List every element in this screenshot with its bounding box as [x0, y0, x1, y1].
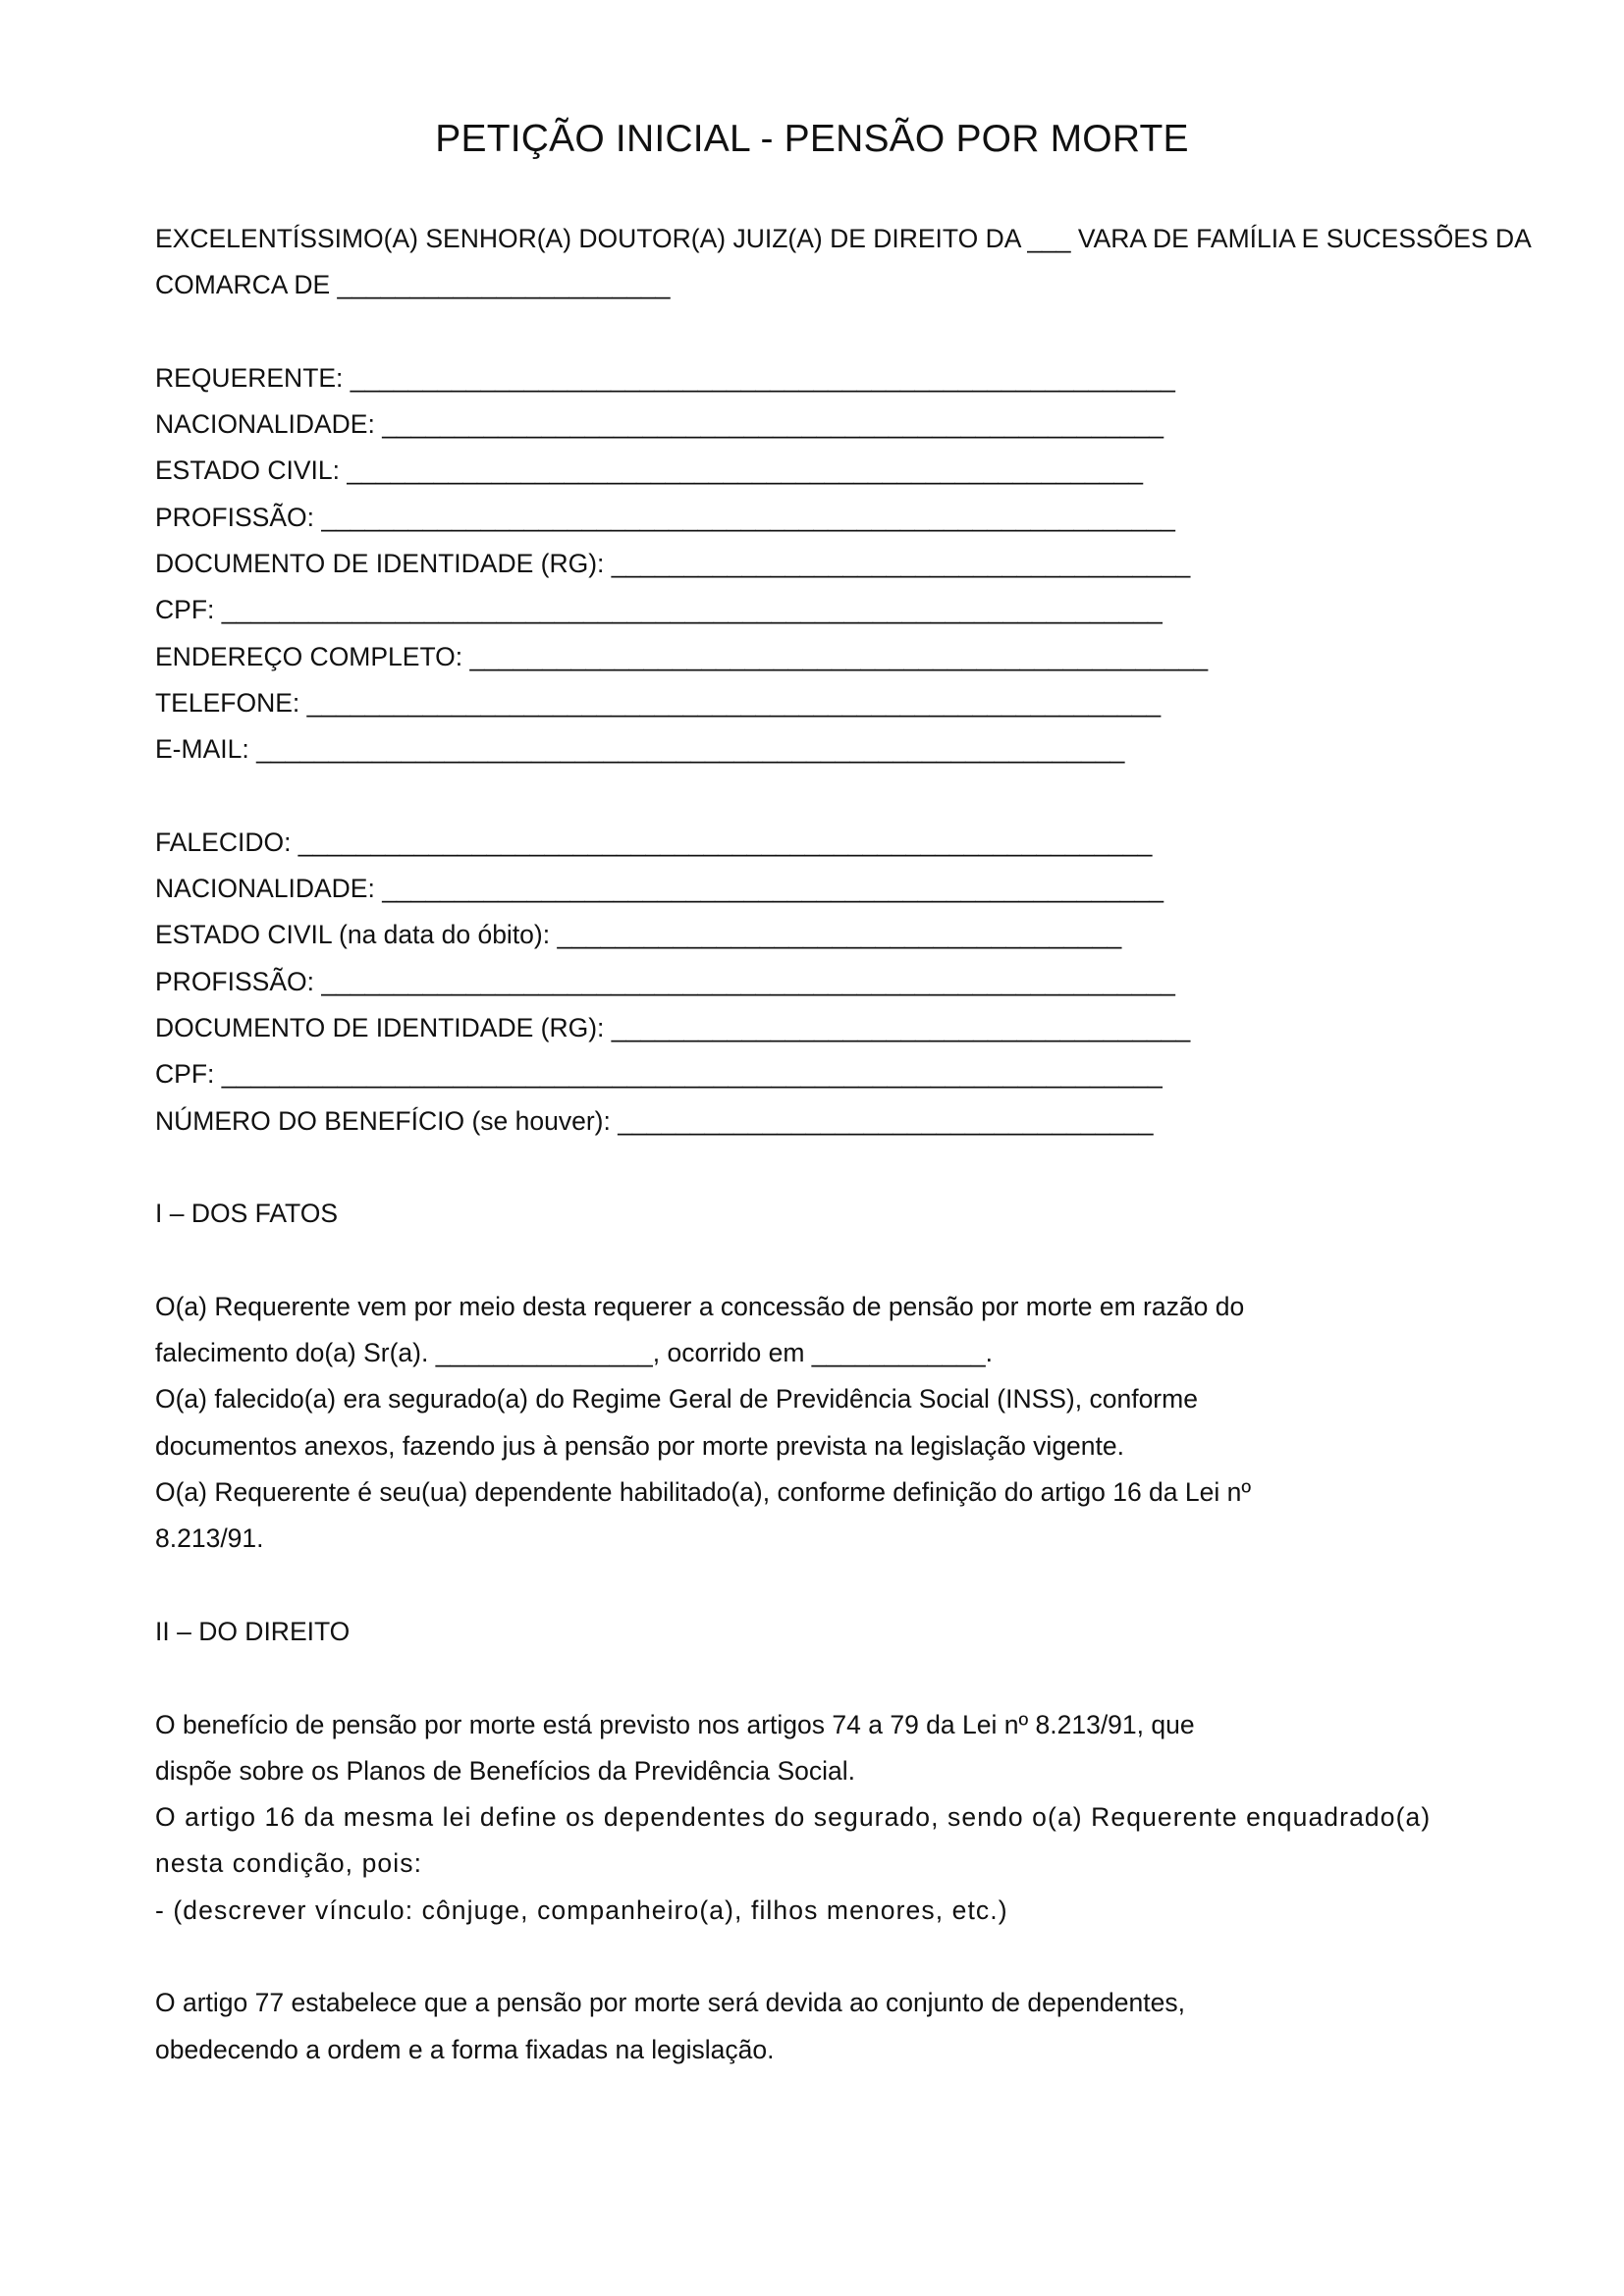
requerente-field: DOCUMENTO DE IDENTIDADE (RG): ________________________________________	[155, 549, 1191, 579]
spacer	[155, 774, 1608, 820]
addressee-block	[155, 216, 1608, 309]
requerente-field: CPF: _________________________________________________________________	[155, 595, 1163, 625]
addressee-line: COMARCA DE _______________________	[155, 270, 671, 300]
falecido-field: CPF: _________________________________________________________________	[155, 1059, 1163, 1090]
requerente-field: TELEFONE: ___________________________________________________________	[155, 687, 1162, 718]
requerente-block	[155, 355, 1608, 774]
paragraph-line: - (descrever vínculo: cônjuge, companheiro(a), filhos menores, etc.)	[155, 1895, 1008, 1925]
falecido-field: FALECIDO: ___________________________________________________________	[155, 827, 1153, 857]
requerente-field: NACIONALIDADE: ______________________________________________________	[155, 409, 1164, 440]
paragraph-line: falecimento do(a) Sr(a). _______________, ocorrido em ____________.	[155, 1338, 994, 1368]
document-title: PETIÇÃO INICIAL - PENSÃO POR MORTE	[435, 118, 1189, 160]
paragraph-line: 8.213/91.	[155, 1523, 264, 1554]
paragraph-line: O artigo 77 estabelece que a pensão por morte será devida ao conjunto de dependentes,	[155, 1988, 1185, 2018]
requerente-field: ENDEREÇO COMPLETO: ___________________________________________________	[155, 641, 1209, 671]
paragraph-line: nesta condição, pois:	[155, 1848, 423, 1879]
falecido-field: PROFISSÃO: ___________________________________________________________	[155, 966, 1175, 996]
paragraph-line: O artigo 16 da mesma lei define os dependentes do segurado, sendo o(a) Requerente enquadrado(a)	[155, 1802, 1432, 1833]
spacer	[155, 1934, 1608, 1980]
addressee-line: EXCELENTÍSSIMO(A) SENHOR(A) DOUTOR(A) JUIZ(A) DE DIREITO DA ___ VARA DE FAMÍLIA E SUCESSÕES DA	[155, 224, 1532, 253]
requerente-field: E-MAIL: ____________________________________________________________	[155, 734, 1125, 765]
document-body	[155, 216, 1608, 2073]
falecido-block	[155, 820, 1608, 1145]
falecido-field: ESTADO CIVIL (na data do óbito): _______________________________________	[155, 920, 1122, 950]
requerente-field: REQUERENTE: _________________________________________________________	[155, 362, 1175, 393]
section-facts	[155, 1191, 1608, 1562]
paragraph-line: O(a) Requerente vem por meio desta requerer a concessão de pensão por morte em razão do	[155, 1291, 1245, 1321]
spacer	[155, 1655, 1608, 1701]
spacer	[155, 1563, 1608, 1609]
spacer	[155, 1145, 1608, 1191]
paragraph-line: documentos anexos, fazendo jus à pensão por morte prevista na legislação vigente.	[155, 1430, 1124, 1461]
paragraph-line: O benefício de pensão por morte está previsto nos artigos 74 a 79 da Lei nº 8.213/91, que	[155, 1709, 1195, 1739]
paragraph-line: O(a) falecido(a) era segurado(a) do Regime Geral de Previdência Social (INSS), conforme	[155, 1384, 1198, 1415]
falecido-field: DOCUMENTO DE IDENTIDADE (RG): ________________________________________	[155, 1013, 1191, 1043]
falecido-field: NACIONALIDADE: ______________________________________________________	[155, 874, 1164, 904]
requerente-field: PROFISSÃO: ___________________________________________________________	[155, 502, 1175, 532]
paragraph-line: obedecendo a ordem e a forma fixadas na legislação.	[155, 2034, 775, 2064]
spacer	[155, 1238, 1608, 1284]
section-heading: II – DO DIREITO	[155, 1616, 351, 1646]
requerente-field: ESTADO CIVIL: _______________________________________________________	[155, 455, 1143, 486]
section-law	[155, 1609, 1608, 2073]
section-heading: I – DOS FATOS	[155, 1199, 339, 1229]
paragraph-line: O(a) Requerente é seu(ua) dependente habilitado(a), conforme definição do artigo 16 da Lei nº	[155, 1477, 1252, 1508]
spacer	[155, 309, 1608, 355]
paragraph-line: dispõe sobre os Planos de Benefícios da Previdência Social.	[155, 1755, 855, 1786]
falecido-field: NÚMERO DO BENEFÍCIO (se houver): _____________________________________	[155, 1105, 1154, 1136]
